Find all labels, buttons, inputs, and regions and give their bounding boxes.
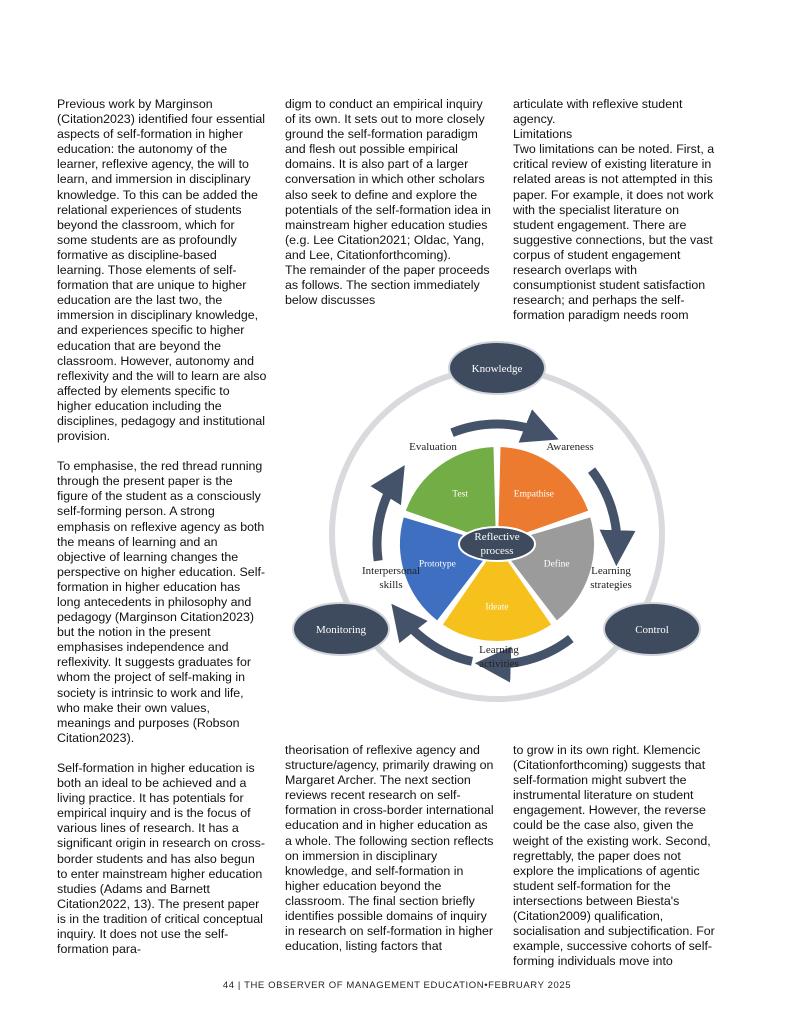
interpersonal-skills-label-2: skills [379,579,403,591]
footer-separator: | [237,980,241,991]
cycle-arrow-1 [452,424,542,433]
section-heading: Limitations [513,127,573,142]
text-column-4 [285,743,495,954]
paragraph: articulate with reflexive student agency. [513,97,683,127]
awareness-label: Awareness [546,441,594,453]
text-column-1 [57,97,267,957]
page-number: 44 [222,980,235,991]
text-column-3 [513,97,723,323]
center-label-line1: Reflective [474,531,520,543]
center-label-line2: process [480,545,514,557]
text-column-2 [285,97,495,308]
knowledge-label: Knowledge [471,363,523,375]
paragraph: Previous work by Marginson (Citation2023) identified four essential aspects of self-formation in higher education: the autonomy of the learner, reflexive agency, the will to learn, and immersion in disciplinary knowledge. To this can be added the relational experiences of students beyond the classroom, which for some students are as profoundly formative as discipline-based learning. Those elements of self-formation that are unique to higher education are the last two, the immersion in disciplinary knowledge, and experiences specific to higher education that are beyond the classroom. However, autonomy and reflexivity and the will to learn are also affected by elements specific to higher education including the disciplines, pedagogy and institutional provision. [57,97,267,444]
journal-name: THE OBSERVER OF MANAGEMENT EDUCATION [244,980,485,991]
learning-strategies-label-2: strategies [590,579,632,591]
segment-label-ideate: Ideate [485,602,509,613]
control-label: Control [635,624,669,636]
reflective-process-diagram [288,340,706,724]
page-footer [0,980,794,991]
evaluation-label: Evaluation [409,441,457,453]
paragraph: Two limitations can be noted. First, a critical review of existing literature in related areas is not attempted in this paper. For example, it does not work with the specialist literature on student engagement. There are suggestive connections, but the vast corpus of student engagement research overlaps with consumptionist student satisfaction research; and perhaps the self-formation paradigm needs room [513,142,715,323]
cycle-arrow-5 [377,480,395,560]
interpersonal-skills-label-1: Interpersonal [361,565,421,577]
segment-label-test: Test [452,489,468,500]
paragraph: Self-formation in higher education is both an ideal to be achieved and a living practice. It has potentials for empirical inquiry and is the focus of various lines of research. It has a significant origin in research on cross-border students and has also begun to enter mainstream higher education studies (Adams and Barnett Citation2022, 13). The present paper is in the tradition of critical conceptual inquiry. It does not use the self-formation para- [57,760,265,957]
text-column-5 [513,743,723,969]
learning-activities-label-2: activities [479,658,519,670]
paragraph: to grow in its own right. Klemencic (Citationforthcoming) suggests that self-formation might subvert the instrumental literature on student engagement. However, the reverse could be the case also, given the weight of the existing work. Second, regrettably, the paper does not explore the implications of agentic student self-formation for the intersections between Biesta's (Citation2009) qualification, socialisation and subjectification. For example, successive cohorts of self-forming individuals move into [513,743,715,969]
issue-date: FEBRUARY 2025 [488,980,572,991]
learning-activities-label-1: Learning [479,644,519,656]
segment-label-prototype: Prototype [418,559,456,570]
paragraph: digm to conduct an empirical inquiry of its own. It sets out to more closely ground the self-formation paradigm and flesh out possible empirical domains. It is also part of a larger conversation in which other scholars also seek to define and explore the potentials of the self-formation idea in mainstream higher education studies (e.g. Lee Citation2021; Oldac, Yang, and Lee, Citationforthcoming). [285,97,491,262]
learning-strategies-label-1: Learning [591,565,631,577]
paragraph: theorisation of reflexive agency and structure/agency, primarily drawing on Margaret Archer. The next section reviews recent research on self-formation in cross-border international education and in higher education as a whole. The following section reflects on immersion in disciplinary knowledge, and self-formation in higher education beyond the classroom. The final section briefly identifies possible domains of inquiry in research on self-formation in higher education, listing factors that [285,743,494,954]
segment-label-define: Define [543,559,570,570]
paragraph: The remainder of the paper proceeds as follows. The section immediately below discusses [285,263,490,308]
reflective-process-figure [288,340,706,724]
footer-dot: • [484,980,489,991]
paragraph: To emphasise, the red thread running through the present paper is the figure of the student as a consciously self-forming person. A strong emphasis on reflexive agency as both the means of learning and an objective of learning changes the perspective on higher education. Self-formation in higher education has long antecedents in philosophy and pedagogy (Marginson Citation2023) but the notion in the present emphasises independence and reflexivity. It suggests graduates for whom the project of self-making in society is intrinsic to work and life, who make their own values, meanings and purposes (Robson Citation2023). [57,459,266,745]
segment-label-empathise: Empathise [513,489,554,500]
monitoring-label: Monitoring [315,624,367,636]
